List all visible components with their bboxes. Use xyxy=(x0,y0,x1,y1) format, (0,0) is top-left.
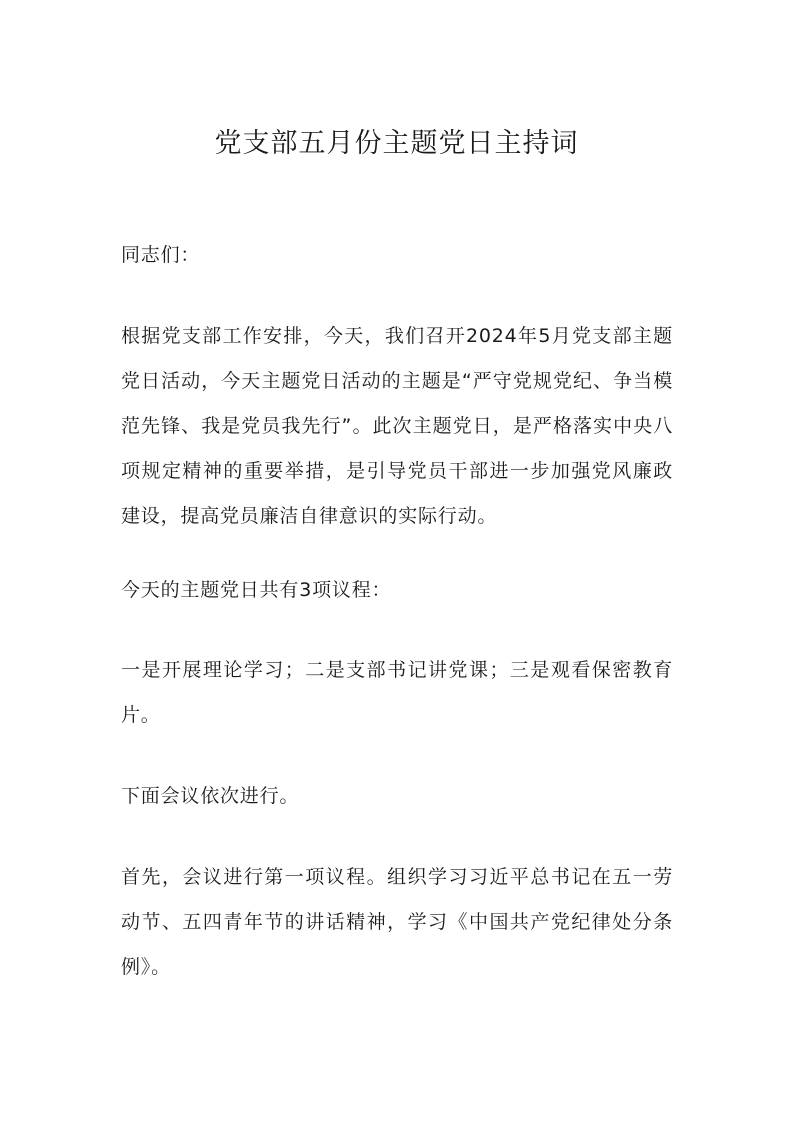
paragraph-agenda-count: 今天的主题党日共有3项议程： xyxy=(121,579,392,601)
paragraph-greeting: 同志们： xyxy=(121,244,201,266)
paragraph-proceed: 下面会议依次进行。 xyxy=(121,785,300,807)
paragraph-first-agenda-item: 首先，会议进行第一项议程。组织学习习近平总书记在五一劳动节、五四青年节的讲话精神，学习《中国共产党纪律处分条例》。 xyxy=(121,866,673,978)
document-title: 党支部五月份主题党日主持词 xyxy=(214,128,579,159)
paragraph-intro: 根据党支部工作安排，今天，我们召开2024年5月党支部主题党日活动，今天主题党日活动的主题是“严守党规党纪、争当模范先锋、我是党员我先行”。此次主题党日，是严格落实中央八项规定精神的重要举措，是引导党员干部进一步加强党风廉政建设，提高党员廉洁自律意识的实际行动。 xyxy=(121,325,673,527)
paragraph-agenda-list: 一是开展理论学习；二是支部书记讲党课；三是观看保密教育片。 xyxy=(121,659,673,726)
